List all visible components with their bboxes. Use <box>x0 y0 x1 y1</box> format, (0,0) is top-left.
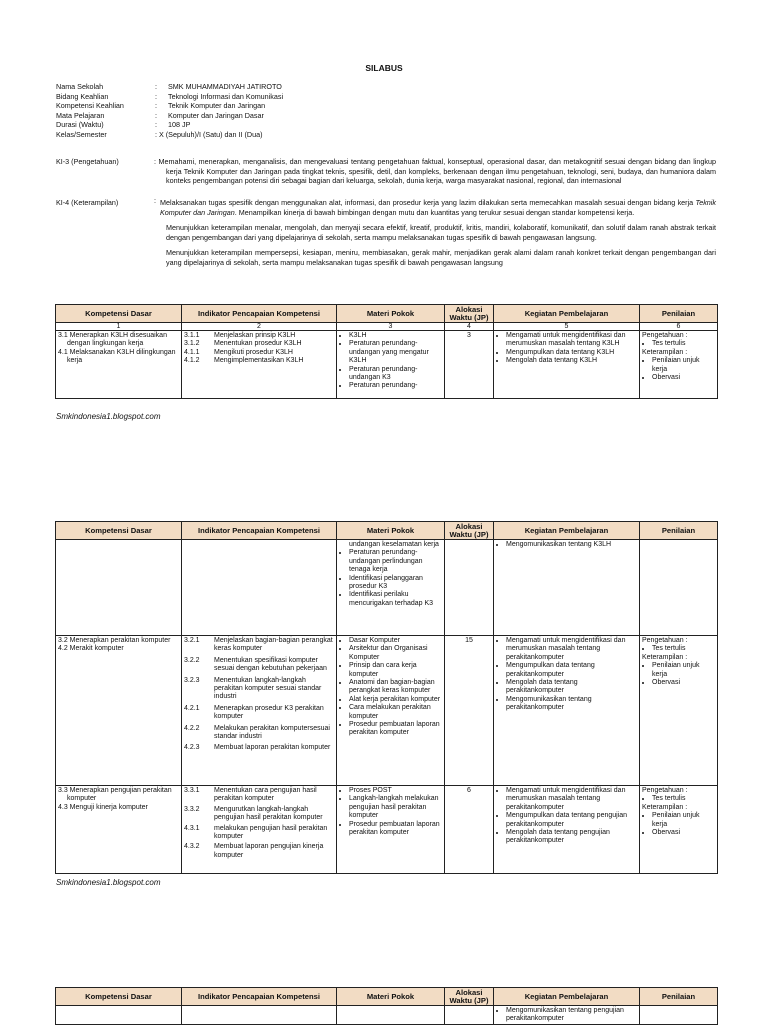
info-label: Bidang Keahlian <box>56 91 109 101</box>
header-row: Kompetensi Dasar Indikator Pencapaian Kompetensi Materi Pokok Alokasi Waktu (JP) Kegiatan Pembelajaran Penilaian <box>56 522 718 540</box>
penilaian-cell: Pengetahuan : • Tes tertulis Keterampilan : • Penilaian unjuk kerja • Obervasi <box>640 331 718 399</box>
page-title: SILABUS <box>365 63 403 73</box>
indicator-cell: 3.1.1 Menjelaskan prinsip K3LH 3.1.2 Menentukan prosedur K3LH 4.1.1 Mengikuti prosedur K3LH 4.1.2 Mengimplementasikan K3LH <box>182 331 337 399</box>
info-row: Mata Pelajaran : Komputer dan Jaringan Dasar <box>56 111 716 121</box>
info-value: SMK MUHAMMADIYAH JATIROTO <box>168 82 282 91</box>
header-row <box>56 305 718 323</box>
kegiatan-cell: • Mengamati untuk mengidentifikasi dan merumuskan masalah tentang perakitankomputer • Mengumpulkan data tentang pengujian perakitankomputer • Mengolah data tentang pengujian perakitankomputer <box>494 786 640 874</box>
table-row <box>56 786 718 874</box>
info-row: Nama Sekolah : SMK MUHAMMADIYAH JATIROTO <box>56 82 716 92</box>
penilaian-cell: Pengetahuan : • Tes tertulis Keterampilan : • Penilaian unjuk kerja • Obervasi <box>640 786 718 874</box>
table-row <box>56 540 718 636</box>
header-kompetensi-dasar: Kompetensi Dasar <box>56 305 182 323</box>
ki3-block <box>56 157 716 192</box>
header-penilaian: Penilaian <box>640 305 718 323</box>
jp-cell: 3 <box>445 331 494 399</box>
indicator-cell: 3.2.1 Menjelaskan bagian-bagian perangkat keras komputer 3.2.2 Menentukan spesifikasi komputer sesuai dengan kebutuhan pekerjaan 3.2.3 Menentukan langkah-langkah perakitan komputer sesuai standar industri 4.2.1 Menerapkan prosedur K3 perakitan komputer 4.2.2 Melakukan perakitan komputersesuai standar industri 4.2.3 Membuat laporan perakitan komputer <box>182 636 337 786</box>
info-label: Durasi (Waktu) <box>56 120 104 129</box>
info-row: Kompetensi Keahlian : Teknik Komputer dan Jaringan <box>56 101 716 111</box>
column-number-row: 1 2 3 4 5 6 <box>56 323 718 331</box>
info-row: Bidang Keahlian : Teknologi Informasi dan Komunikasi <box>56 92 716 102</box>
kegiatan-cell: • Mengamati untuk mengidentifikasi dan merumuskan masalah tentang perakitankomputer • Mengumpulkan data tentang perakitankomputer • Mengolah data tentang perakitankomputer • Mengomunikasikan tentang perakitankomputer <box>494 636 640 786</box>
table-row <box>56 1006 718 1025</box>
ki4-paragraph-2: Menunjukkan keterampilan menalar, mengolah, dan menyaji secara efektif, kreatif, produktif, kritis, mandiri, kolaboratif, komunikatif, dan solutif dalam ranah abstrak terkait dengan pengembangan dari yang dipelajarinya di sekolah, serta mampu melaksanakan tugas spesifik di bawah pengawasan langsung. <box>166 223 716 242</box>
ki3-text: : Memahami, menerapkan, menganalisis, dan mengevaluasi tentang pengetahuan faktual, konseptual, operasional dasar, dan metakognitif sesuai dengan bidang dan lingkup kerja Teknik Komputer dan Jaringan pada tingkat teknis, spesifik, detil, dan kompleks, berkenaan dengan ilmu pengetahuan, teknologi, seni, budaya, dan humaniora dalam konteks pengembangan potensi diri sebagai bagian dari keluarga, sekolah, dunia kerja, warga masyarakat nasional, regional, dan internasional <box>154 157 716 185</box>
info-value: Teknologi Informasi dan Komunikasi <box>168 91 284 101</box>
info-label: Kelas/Semester <box>56 129 107 139</box>
footer-source: Smkindonesia1.blogspot.com <box>56 878 161 887</box>
jp-cell: 6 <box>445 786 494 874</box>
kegiatan-cell: • Mengomunikasikan tentang pengujian perakitankomputer <box>494 1006 640 1025</box>
ki4-block: KI-4 (Keterampilan) : Melaksanakan tugas spesifik dengan menggunakan alat, informasi, dan prosedur kerja yang lazim dilakukan serta memecahkan masalah sesuai dengan bidang kerja Teknik Komputer dan Jaringan. Menampilkan kinerja di bawah bimbingan dengan mutu dan kuantitas yang terukur sesuai dengan standar kompetensi kerja. Menunjukkan keterampilan menalar, mengolah, dan menyaji secara efektif, kreatif, produktif, kritis, mandiri, kolaboratif, komunikatif, dan solutif dalam ranah abstrak terkait dengan pengembangan dari yang dipelajarinya di sekolah, serta mampu melaksanakan tugas spesifik di bawah pengawasan langsung. Menunjukkan keterampilan mempersepsi, kesiapan, meniru, membiasakan, gerak mahir, menjadikan gerak alami dalam ranah konkret terkait dengan pengembangan dari yang dipelajarinya di sekolah, serta mampu melaksanakan tugas spesifik di bawah pengawasan langsung <box>56 196 716 267</box>
footer-source: Smkindonesia1.blogspot.com <box>56 412 161 421</box>
kegiatan-cell: • Mengamati untuk mengidentifikasi dan merumuskan masalah tentang K3LH • Mengumpulkan data tentang K3LH • Mengolah data tentang K3LH <box>494 331 640 399</box>
info-label: Nama Sekolah <box>56 82 104 91</box>
info-label: Kompetensi Keahlian <box>56 101 124 110</box>
info-value: Teknik Komputer dan Jaringan <box>168 101 266 110</box>
ki4-paragraph-3: Menunjukkan keterampilan mempersepsi, kesiapan, meniru, membiasakan, gerak mahir, menjadikan gerak alami dalam ranah konkret terkait dengan pengembangan dari yang dipelajarinya di sekolah, serta mampu melaksanakan tugas spesifik di bawah pengawasan langsung <box>166 248 716 267</box>
kd-cell: 3.2 Menerapkan perakitan komputer 4.2 Merakit komputer <box>56 636 182 786</box>
materi-cell: • K3LH • Peraturan perundang-undangan yang mengatur K3LH • Peraturan perundang-undangan K3 • Peraturan perundang- <box>337 331 445 399</box>
info-row: Durasi (Waktu) : 108 JP <box>56 120 716 130</box>
syllabus-table-2 <box>55 521 718 874</box>
header-kegiatan: Kegiatan Pembelajaran <box>494 305 640 323</box>
materi-cell: undangan keselamatan kerja • Peraturan perundang-undangan perlindungan tenaga kerja • Identifikasi pelanggaran prosedur K3 • Identifikasi perilaku mencurigakan terhadap K3 <box>337 540 445 636</box>
kegiatan-cell: • Mengomunikasikan tentang K3LH <box>494 540 640 636</box>
materi-cell: • Proses POST • Langkah-langkah melakukan pengujian hasil perakitan komputer • Prosedur pembuatan laporan perakitan komputer <box>337 786 445 874</box>
info-value: 108 JP <box>168 120 191 129</box>
info-row <box>56 130 716 140</box>
indicator-cell: 3.3.1 Menentukan cara pengujian hasil perakitan komputer 3.3.2 Mengurutkan langkah-langkah pengujian hasil perakitan komputer 4.3.1 melakukan pengujian hasil perakitan komputer 4.3.2 Membuat laporan pengujian kinerja komputer <box>182 786 337 874</box>
kd-cell: 3.1 Menerapkan K3LH disesuaikan dengan lingkungan kerja 4.1 Melaksanakan K3LH dilingkungan kerja <box>56 331 182 399</box>
kd-cell: 3.3 Menerapkan pengujian perakitan komputer 4.3 Menguji kinerja komputer <box>56 786 182 874</box>
ki3-label: KI-3 (Pengetahuan) <box>56 157 119 166</box>
header-row: Kompetensi Dasar Indikator Pencapaian Kompetensi Materi Pokok Alokasi Waktu (JP) Kegiatan Pembelajaran Penilaian <box>56 988 718 1006</box>
header-alokasi: Alokasi Waktu (JP) <box>445 305 494 323</box>
ki4-paragraph-1: Melaksanakan tugas spesifik dengan menggunakan alat, informasi, dan prosedur kerja yang lazim dilakukan serta memecahkan masalah sesuai dengan bidang kerja Teknik Komputer dan Jaringan. Menampilkan kinerja di bawah bimbingan dengan mutu dan kuantitas yang terukur sesuai dengan standar kompetensi kerja. <box>160 198 716 217</box>
penilaian-cell: Pengetahuan : • Tes tertulis Keterampilan : • Penilaian unjuk kerja • Obervasi <box>640 636 718 786</box>
header-indikator: Indikator Pencapaian Kompetensi <box>182 305 337 323</box>
table-row <box>56 331 718 399</box>
info-label: Mata Pelajaran <box>56 110 105 120</box>
materi-cell: • Dasar Komputer • Arsitektur dan Organisasi Komputer • Prinsip dan cara kerja komputer • Anatomi dan bagian-bagian perangkat keras komputer • Alat kerja perakitan komputer • Cara melakukan perakitan komputer • Prosedur pembuatan laporan perakitan komputer <box>337 636 445 786</box>
jp-cell: 15 <box>445 636 494 786</box>
info-value: : X (Sepuluh)/I (Satu) dan II (Dua) <box>155 129 263 139</box>
info-value: Komputer dan Jaringan Dasar <box>168 110 264 120</box>
syllabus-table-3 <box>55 987 718 1025</box>
table-row <box>56 636 718 786</box>
identity-block <box>56 82 716 139</box>
syllabus-table-1 <box>55 304 718 399</box>
ki4-label: KI-4 (Keterampilan) <box>56 198 119 207</box>
header-materi: Materi Pokok <box>337 305 445 323</box>
